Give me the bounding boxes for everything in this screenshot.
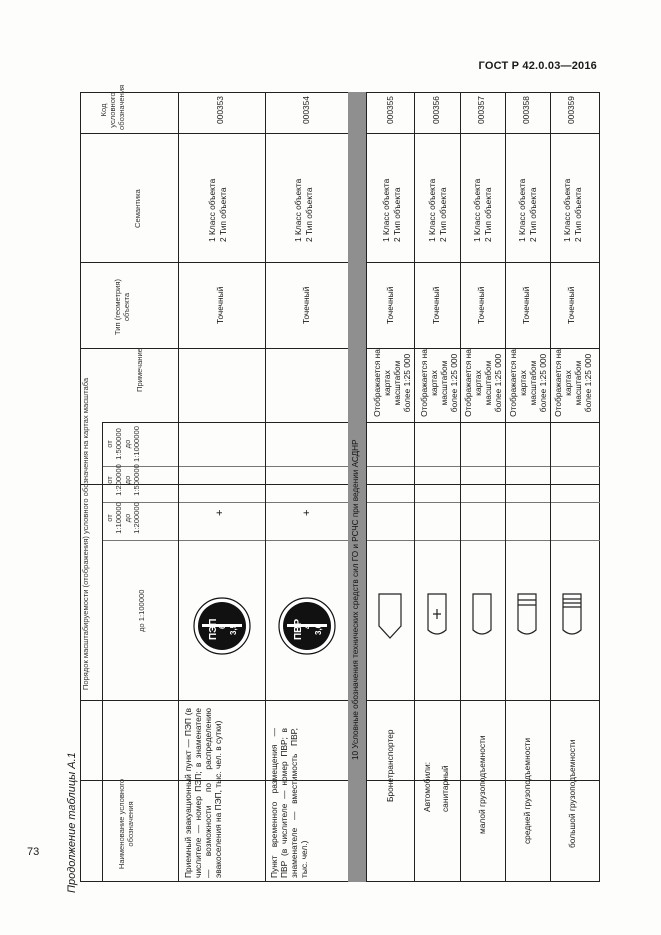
large-truck-icon	[561, 592, 583, 638]
header-scale-1: до 1:100000	[137, 589, 146, 632]
row-359-note: Отображается на картах масштабом более 1:25 000	[553, 349, 593, 417]
row-356-note: Отображается на картах масштабом более 1:25 000	[419, 349, 459, 417]
row-359-type: Точечный	[566, 286, 576, 324]
symbols-table	[80, 84, 600, 882]
row-357-sem-1: 1 Класс объекта	[472, 178, 482, 242]
header-scale-4: от 1:500000 до 1:1000000	[105, 426, 141, 462]
row-358-sem-2: 2 Тип объекта	[528, 187, 538, 242]
pep-sign-mid: 6	[218, 624, 227, 629]
row-357-name: малой грузоподъемности	[477, 735, 487, 834]
row-358-note: Отображается на картах масштабом более 1:25 000	[508, 349, 548, 417]
standard-header: ГОСТ Р 42.0.03—2016	[478, 60, 597, 72]
pvr-sign-top: ПВР	[293, 618, 304, 640]
row-358-code: 000358	[521, 96, 531, 124]
row-353-sem-1: 1 Класс объекта	[207, 178, 217, 242]
header-scale-3: от 1:200000 до 1:500000	[105, 464, 141, 496]
header-note: Примечание	[135, 348, 144, 392]
row-357-code: 000357	[476, 96, 486, 124]
page-number: 73	[27, 846, 40, 858]
row-356-name2: санитарный	[440, 765, 450, 812]
row-356-name: Автомобили:	[422, 761, 432, 812]
row-353-type: Точечный	[215, 286, 225, 324]
row-353-mark: +	[214, 509, 226, 516]
row-357-note: Отображается на картах масштабом более 1:25 000	[463, 349, 503, 417]
header-semantics: Семантика	[133, 189, 142, 228]
medium-truck-icon	[516, 592, 538, 638]
row-354-sem-1: 1 Класс объекта	[293, 178, 303, 242]
pep-sign-bot: 3,5	[229, 623, 238, 635]
row-356-sem-1: 1 Класс объекта	[427, 178, 437, 242]
armored-carrier-icon	[377, 592, 403, 640]
row-356-code: 000356	[431, 96, 441, 124]
row-355-type: Точечный	[385, 286, 395, 324]
row-358-sem-1: 1 Класс объекта	[517, 178, 527, 242]
row-358-name: средней грузоподъемности	[522, 737, 532, 844]
row-356-sem-2: 2 Тип объекта	[438, 187, 448, 242]
row-355-name: Бронетранспортер	[385, 729, 395, 802]
header-code: Код условного обозначения	[99, 84, 126, 130]
row-353-name: Приемный эвакуационный пункт — ПЭП (в числителе — номер ПЭП; в знаменателе — возможности по распределению эвакоселения на ПЭП, тыс. чел. в сутки)	[183, 708, 223, 878]
row-358-type: Точечный	[521, 286, 531, 324]
table-continuation-caption: Продолжение таблицы А.1	[66, 752, 78, 893]
row-357-type: Точечный	[476, 286, 486, 324]
pvr-sign-mid: 4	[303, 624, 312, 629]
row-354-name: Пункт временного размещения — ПВР (в числителе — номер ПВР; в знаменателе — вместимость ПВР, тыс. чел.)	[269, 728, 309, 878]
header-type: Тип (геометрия) объекта	[113, 278, 131, 336]
row-354-mark: +	[301, 509, 313, 516]
row-359-name: большой грузоподъемности	[567, 739, 577, 848]
header-scale-2: от 1:100000 до 1:200000	[105, 502, 141, 534]
pvr-sign-icon	[277, 596, 337, 656]
pvr-sign-bot: 3,6	[314, 623, 323, 635]
row-355-sem-2: 2 Тип объекта	[392, 187, 402, 242]
pep-sign-icon	[192, 596, 252, 656]
header-order-group: Порядок масштабируемости (отображения) условного обозначения на картах масштаба	[81, 377, 90, 691]
row-355-sem-1: 1 Класс объекта	[381, 178, 391, 242]
row-356-type: Точечный	[431, 286, 441, 324]
row-354-code: 000354	[301, 96, 311, 124]
small-truck-icon	[471, 592, 493, 638]
row-355-note: Отображается на картах масштабом более 1:25 000	[372, 349, 412, 417]
header-name: Наименование условного обозначения	[117, 778, 135, 870]
row-353-sem-2: 2 Тип объекта	[218, 187, 228, 242]
section-title: 10 Условные обозначения технических средств сил ГО и РСЧС при ведении АСДНР	[351, 439, 360, 760]
row-355-code: 000355	[385, 96, 395, 124]
sanitary-car-icon	[426, 592, 448, 638]
pep-sign-top: ПЭП	[208, 618, 219, 640]
row-353-code: 000353	[215, 96, 225, 124]
row-357-sem-2: 2 Тип объекта	[483, 187, 493, 242]
row-354-type: Точечный	[301, 286, 311, 324]
row-359-sem-2: 2 Тип объекта	[573, 187, 583, 242]
row-359-code: 000359	[566, 96, 576, 124]
row-359-sem-1: 1 Класс объекта	[562, 178, 572, 242]
row-354-sem-2: 2 Тип объекта	[304, 187, 314, 242]
